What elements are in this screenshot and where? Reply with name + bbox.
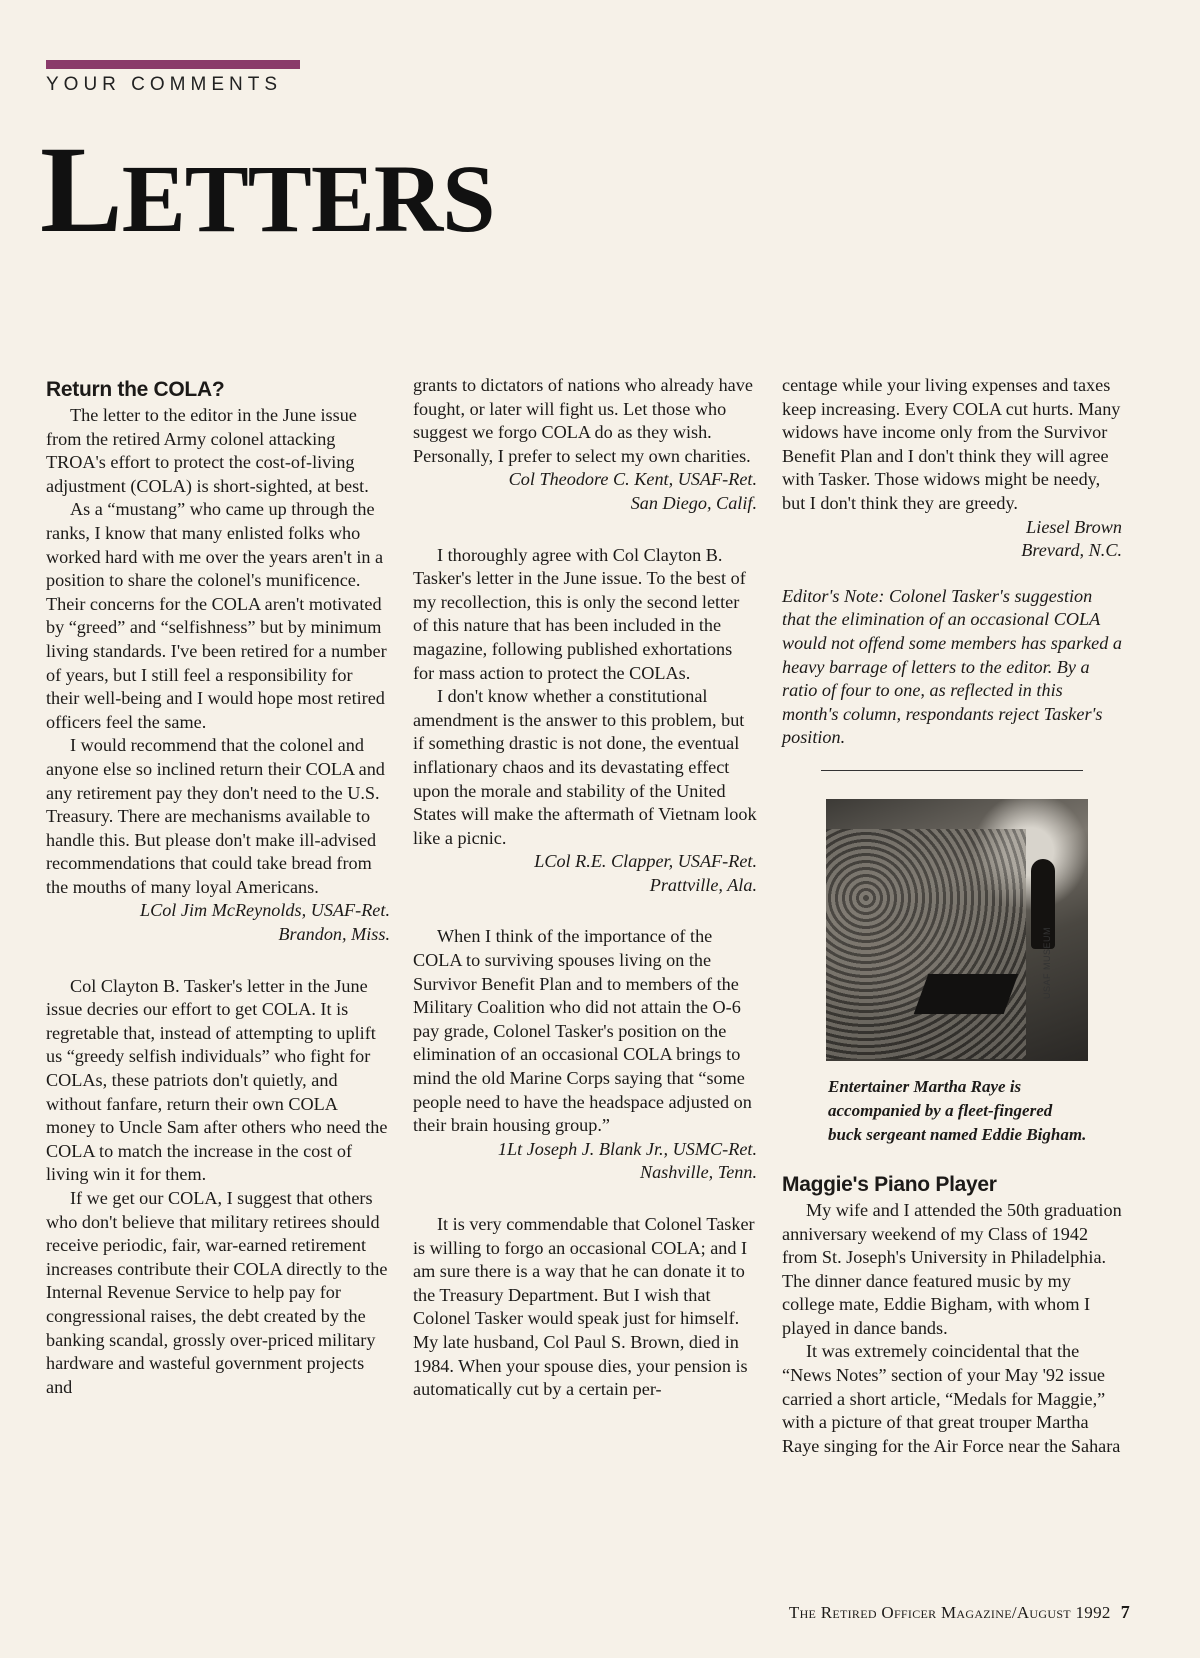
letter-paragraph: It was extremely coincidental that the “News Notes” section of your May '92 issue carried a short article, “Medals for Maggie,” with a picture of that great trouper Martha Raye singing for the Air Force near the Sahara — [782, 1341, 1121, 1456]
letter-signature: 1Lt Joseph J. Blank Jr., USMC-Ret. — [497, 1138, 757, 1159]
crowd-shape — [826, 829, 1026, 1059]
letter-signature: Col Theodore C. Kent, USAF-Ret. — [508, 469, 757, 490]
letter-location: San Diego, Calif. — [630, 492, 757, 513]
photo-credit: USAF MUSEUM — [1041, 926, 1052, 999]
letter-paragraph: grants to dictators of nations who already have fought, or later will fight us. Let those who suggest we forgo COLA do as they wish. Personally, I prefer to select my own charities. — [413, 375, 753, 466]
letter-location: Nashville, Tenn. — [639, 1162, 757, 1183]
page-footer — [789, 1602, 1130, 1623]
page-title — [40, 121, 495, 258]
letter-paragraph: It is very commendable that Colonel Tasker is willing to forgo an occasional COLA; and I am sure there is a way that he can donate it to the Treasury Department. But I wish that Colonel Tasker would speak just for himself. My late husband, Col Paul S. Brown, died in 1984. When your spouse dies, your pension is automatically cut by a certain per- — [413, 1214, 755, 1400]
title-initial: L — [40, 121, 122, 258]
piano-shape — [914, 974, 1019, 1014]
letter-paragraph: As a “mustang” who came up through the ranks, I know that many enlisted folks who worked hard with me over the years aren't in a position to share the colonel's munificence. Their concerns for the COLA aren't motivated by “greed” and “selfishness” but by minimum living standards. I've been retired for a number of years, but I still feel a responsibility for their well-being and I would hope most retired officers feel the same. — [46, 499, 387, 732]
martha-raye-photo — [826, 799, 1088, 1061]
letter-paragraph: My wife and I attended the 50th graduation anniversary weekend of my Class of 1942 from St. Joseph's University in Philadelphia. The dinner dance featured music by my college mate, Eddie Bigham, with whom I played in dance bands. — [782, 1199, 1122, 1338]
letter-paragraph: I thoroughly agree with Col Clayton B. Tasker's letter in the June issue. To the best of my recollection, this is only the second letter of this nature that has been included in the magazine, following published exhortations for mass action to protect the COLAs. — [413, 544, 746, 683]
letter-location: Brandon, Miss. — [278, 924, 390, 945]
column-2 — [413, 374, 757, 1402]
letter-paragraph: When I think of the importance of the COLA to surviving spouses living on the Survivor Benefit Plan and to members of the Military Coalition who did not attain the O-6 pay grade, Colonel Tasker's position on the elimination of an occasional COLA brings to mind the old Marine Corps saying that “some people need to have the headspace adjusted on their brain housing group.” — [413, 926, 752, 1136]
page-number: 7 — [1120, 1602, 1130, 1622]
editor-note: Editor's Note: Colonel Tasker's suggestion that the elimination of an occasional COLA would not offend some members has sparked a heavy barrage of letters to the editor. By a ratio of four to one, as reflected in this month's column, respondants reject Tasker's position. — [782, 585, 1122, 748]
letter-signature: Liesel Brown — [1026, 516, 1122, 537]
letter-paragraph: centage while your living expenses and taxes keep increasing. Every COLA cut hurts. Many widows have income only from the Survivor Benefit Plan and I don't think they will agree with Tasker. Those widows might be needy, but I don't think they are greedy. — [782, 375, 1121, 513]
section-kicker: YOUR COMMENTS — [46, 74, 282, 95]
magazine-name: The Retired Officer Magazine/August 1992 — [788, 1603, 1111, 1622]
letter-paragraph: The letter to the editor in the June issue from the retired Army colonel attacking TROA's effort to protect the cost-of-living adjustment (COLA) is short-sighted, at best. — [46, 405, 369, 496]
column-1 — [46, 374, 390, 1399]
letter-signature: LCol R.E. Clapper, USAF-Ret. — [534, 851, 757, 872]
photo-caption: Entertainer Martha Raye is accompanied by a fleet-fingered buck sergeant named Eddie Bigham. — [828, 1076, 1087, 1144]
divider — [821, 770, 1083, 771]
title-rest: ETTERS — [121, 145, 495, 252]
section-color-bar — [46, 60, 300, 69]
letter-paragraph: Col Clayton B. Tasker's letter in the June issue decries our effort to get COLA. It is regretable that, instead of attempting to uplift us “greedy selfish individuals” who fight for COLAs, these patriots don't quietly, and without fanfare, return their own COLA money to Uncle Sam after others who need the COLA to match the increase in the cost of living win it for them. — [46, 975, 388, 1185]
letter-paragraph: I don't know whether a constitutional amendment is the answer to this problem, but if something drastic is not done, the eventual inflationary chaos and its devastating effect upon the morale and stability of the United States will make the aftermath of Vietnam look like a picnic. — [413, 686, 757, 848]
letter-location: Prattville, Ala. — [649, 874, 757, 895]
letters-heading: Return the COLA? — [46, 378, 225, 401]
maggie-heading: Maggie's Piano Player — [782, 1172, 997, 1196]
letter-signature: LCol Jim McReynolds, USAF-Ret. — [139, 900, 390, 921]
letter-paragraph: If we get our COLA, I suggest that others who don't believe that military retirees should receive periodic, fair, war-earned retirement increases contribute their COLA directly to the Internal Revenue Service to help pay for congressional raises, the debt created by the banking scandal, grossly over-priced military hardware and wasteful government projects and — [46, 1188, 388, 1397]
letter-location: Brevard, N.C. — [1021, 540, 1122, 561]
letter-paragraph: I would recommend that the colonel and anyone else so inclined return their COLA and any retirement pay they don't need to the U.S. Treasury. There are mechanisms available to handle this. But please don't make ill-advised recommendations that could take bread from the mouths of many loyal Americans. — [46, 735, 385, 897]
column-3 — [782, 374, 1122, 1458]
